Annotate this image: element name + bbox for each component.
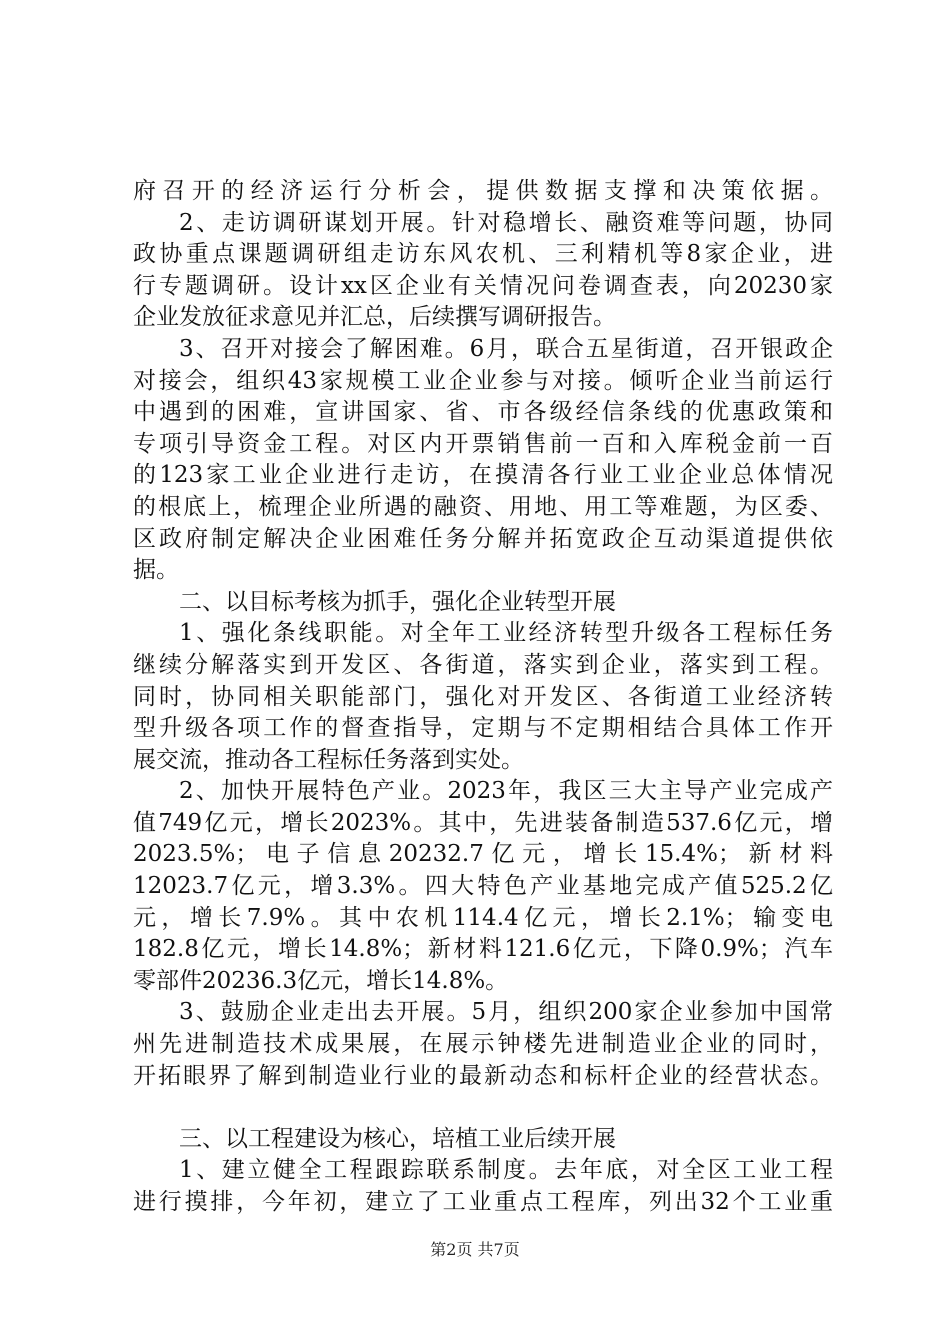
text-line: 州先进制造技术成果展，在展示钟楼先进制造业企业的同时， [133,1031,833,1058]
text-line: 零部件20236.3亿元，增长14.8%。 [133,967,509,994]
paragraph-gap [133,1092,833,1124]
text-line: 府召开的经济运行分析会，提供数据支撑和决策依据。 [133,178,833,204]
text-line: 展交流，推动各工程标任务落到实处。 [133,746,524,773]
document-body [133,176,833,1219]
text-line: 开拓眼界了解到制造业行业的最新动态和标杆企业的经营状态。 [133,1062,833,1089]
text-line: 政协重点课题调研组走访东风农机、三利精机等8家企业，进 [133,241,833,268]
text-line: 继续分解落实到开发区、各街道，落实到企业，落实到工程。 [133,651,833,678]
text-line: 2023.5%；电子信息20232.7亿元，增长15.4%；新材料 [133,841,833,868]
text-line: 182.8亿元，增长14.8%；新材料121.6亿元，下降0.9%；汽车 [133,936,833,963]
page-footer: 第2页 共7页 [430,1240,520,1259]
text-line: 12023.7亿元，增3.3%。四大特色产业基地完成产值525.2亿 [133,873,833,900]
text-line: 元，增长7.9%。其中农机114.4亿元，增长2.1%；输变电 [133,904,833,931]
text-line: 的根底上，梳理企业所遇的融资、用地、用工等难题，为区委、 [133,493,833,520]
text-line: 据。 [133,557,179,584]
paragraph-heading-line: 3、召开对接会了解困难。6月，联合五星街道，召开银政企 [179,335,833,362]
text-line: 型升级各项工作的督查指导，定期与不定期相结合具体工作开 [133,715,833,742]
text-line: 区政府制定解决企业困难任务分解并拓宽政企互动渠道提供依 [133,525,833,552]
text-line: 中遇到的困难，宣讲国家、省、市各级经信条线的优惠政策和 [133,399,833,426]
text-line: 专项引导资金工程。对区内开票销售前一百和入库税金前一百 [133,430,833,457]
text-line: 企业发放征求意见并汇总，后续撰写调研报告。 [133,304,616,331]
section-heading: 二、以目标考核为抓手，强化企业转型开展 [179,588,616,615]
text-line: 的123家工业企业进行走访，在摸清各行业工业企业总体情况 [133,462,833,489]
paragraph-heading-line: 1、强化条线职能。对全年工业经济转型升级各工程标任务 [179,620,833,647]
paragraph-heading-line: 3、鼓励企业走出去开展。5月，组织200家企业参加中国常 [179,999,833,1026]
text-line: 值749亿元，增长2023%。其中，先进装备制造537.6亿元，增 [133,809,833,836]
text-line: 同时，协同相关职能部门，强化对开发区、各街道工业经济转 [133,683,833,710]
section-heading: 三、以工程建设为核心，培植工业后续开展 [179,1125,616,1152]
paragraph-heading-line: 1、建立健全工程跟踪联系制度。去年底，对全区工业工程 [179,1157,833,1184]
text-line: 对接会，组织43家规模工业企业参与对接。倾听企业当前运行 [133,367,833,394]
text-line: 进行摸排，今年初，建立了工业重点工程库，列出32个工业重 [133,1189,833,1215]
paragraph-heading-line: 2、加快开展特色产业。2023年，我区三大主导产业完成产 [179,778,833,805]
paragraph-heading-line: 2、走访调研谋划开展。针对稳增长、融资难等问题，协同 [179,209,833,236]
text-line: 行专题调研。设计xx区企业有关情况问卷调查表，向20230家 [133,272,833,299]
